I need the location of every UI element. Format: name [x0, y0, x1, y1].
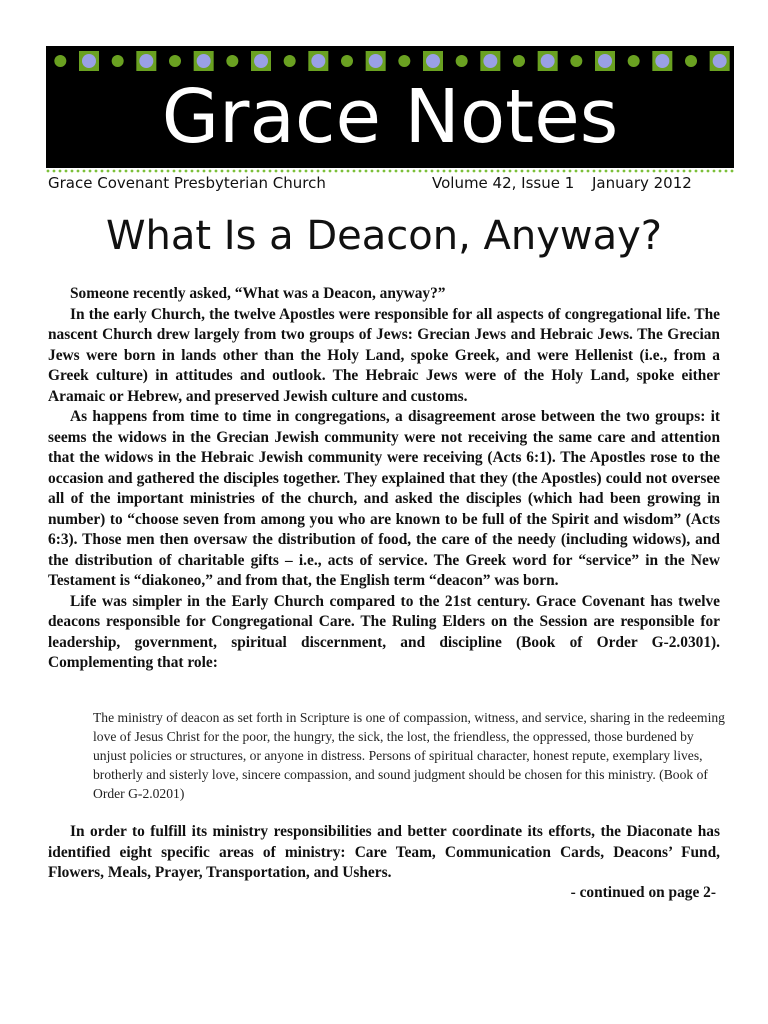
lavender-dot	[369, 54, 383, 68]
rule-dot	[53, 170, 56, 173]
rule-dot	[443, 170, 446, 173]
rule-dot	[533, 170, 536, 173]
masthead-title: Grace Notes	[161, 74, 619, 160]
block-quote: The ministry of deacon as set forth in Scripture is one of compassion, witness, and service, sharing in the redeeming love of Jesus Christ for the poor, the hungry, the sick, the lost, the friendless, the oppressed, those burdened by unjust policies or structures, or anyone in distress. Persons of spiritual character, honest repute, exemplary lives, brotherly and sisterly love, sincere compassion, and sound judgment should be chosen for this ministry. (Book of Order G-2.0201)	[93, 710, 725, 801]
rule-dot	[347, 170, 350, 173]
rule-dot	[269, 170, 272, 173]
rule-dot	[689, 170, 692, 173]
rule-dot	[461, 170, 464, 173]
rule-dot	[179, 170, 182, 173]
rule-dot	[503, 170, 506, 173]
issue-date: January 2012	[592, 174, 692, 192]
church-name: Grace Covenant Presbyterian Church	[48, 174, 326, 192]
rule-dot	[383, 170, 386, 173]
rule-dot	[155, 170, 158, 173]
green-dot	[513, 55, 525, 67]
rule-dot	[635, 170, 638, 173]
rule-dot	[251, 170, 254, 173]
rule-dot	[377, 170, 380, 173]
rule-dot	[659, 170, 662, 173]
rule-dot	[413, 170, 416, 173]
rule-dot	[725, 170, 728, 173]
rule-dot	[545, 170, 548, 173]
closing-paragraph-block	[48, 822, 720, 884]
rule-dot	[653, 170, 656, 173]
rule-dot	[125, 170, 128, 173]
continued-note: - continued on page 2-	[570, 884, 716, 901]
article-headline: What Is a Deacon, Anyway?	[105, 213, 663, 259]
green-dot	[226, 55, 238, 67]
rule-dot	[389, 170, 392, 173]
rule-dot	[365, 170, 368, 173]
rule-dot	[371, 170, 374, 173]
paragraph: Life was simpler in the Early Church compared to the 21st century. Grace Covenant has twelve deacons responsible for Congregational Care. The Ruling Elders on the Session are responsible for leadership, government, spiritual discernment, and discipline (Book of Order G-2.0301). Complementing that role:	[48, 592, 720, 671]
masthead-banner	[46, 46, 734, 168]
rule-dot	[191, 170, 194, 173]
paragraph: Someone recently asked, “What was a Deacon, anyway?”	[70, 285, 446, 302]
green-dot	[398, 55, 410, 67]
rule-dot	[467, 170, 470, 173]
rule-dot	[407, 170, 410, 173]
green-dot	[628, 55, 640, 67]
dotted-divider	[46, 161, 734, 167]
lavender-dot	[655, 54, 669, 68]
rule-dot	[257, 170, 260, 173]
rule-dot	[431, 170, 434, 173]
rule-dot	[65, 170, 68, 173]
rule-dot	[425, 170, 428, 173]
rule-dot	[305, 170, 308, 173]
rule-dot	[641, 170, 644, 173]
rule-dot	[551, 170, 554, 173]
lavender-dot	[598, 54, 612, 68]
rule-dot	[209, 170, 212, 173]
rule-dot	[683, 170, 686, 173]
rule-dot	[59, 170, 62, 173]
rule-dot	[203, 170, 206, 173]
rule-dot	[695, 170, 698, 173]
closing-paragraph: In order to fulfill its ministry responsibilities and better coordinate its efforts, the Diaconate has identified eight specific areas of ministry: Care Team, Communication Cards, Deacons’ Fund, Flowers, Meals, Prayer, Transportation, and Ushers.	[48, 823, 720, 881]
rule-dot	[419, 170, 422, 173]
green-dot	[685, 55, 697, 67]
rule-dot	[449, 170, 452, 173]
rule-dot	[497, 170, 500, 173]
rule-dot	[485, 170, 488, 173]
green-dot	[341, 55, 353, 67]
rule-dot	[287, 170, 290, 173]
rule-dot	[185, 170, 188, 173]
rule-dot	[479, 170, 482, 173]
rule-dot	[131, 170, 134, 173]
rule-dot	[593, 170, 596, 173]
rule-dot	[215, 170, 218, 173]
lavender-dot	[483, 54, 497, 68]
rule-dot	[299, 170, 302, 173]
rule-dot	[221, 170, 224, 173]
rule-dot	[401, 170, 404, 173]
rule-dot	[599, 170, 602, 173]
rule-dot	[665, 170, 668, 173]
rule-dot	[239, 170, 242, 173]
rule-dot	[473, 170, 476, 173]
rule-dot	[455, 170, 458, 173]
rule-dot	[515, 170, 518, 173]
rule-dot	[275, 170, 278, 173]
lavender-dot	[541, 54, 555, 68]
rule-dot	[731, 170, 734, 173]
rule-dot	[245, 170, 248, 173]
rule-dot	[137, 170, 140, 173]
rule-dot	[119, 170, 122, 173]
rule-dot	[677, 170, 680, 173]
green-dot	[456, 55, 468, 67]
rule-dot	[395, 170, 398, 173]
rule-dot	[353, 170, 356, 173]
lavender-dot	[426, 54, 440, 68]
rule-dot	[101, 170, 104, 173]
lavender-dot	[82, 54, 96, 68]
green-dot	[284, 55, 296, 67]
rule-dot	[359, 170, 362, 173]
rule-dot	[575, 170, 578, 173]
rule-dot	[173, 170, 176, 173]
lavender-dot	[713, 54, 727, 68]
rule-dot	[491, 170, 494, 173]
rule-dot	[311, 170, 314, 173]
rule-dot	[323, 170, 326, 173]
rule-dot	[707, 170, 710, 173]
lavender-dot	[139, 54, 153, 68]
rule-dot	[557, 170, 560, 173]
rule-dot	[83, 170, 86, 173]
rule-dot	[587, 170, 590, 173]
rule-dot	[341, 170, 344, 173]
rule-dot	[617, 170, 620, 173]
rule-dot	[563, 170, 566, 173]
rule-dot	[569, 170, 572, 173]
rule-dot	[509, 170, 512, 173]
rule-dot	[107, 170, 110, 173]
rule-dot	[89, 170, 92, 173]
green-dot	[570, 55, 582, 67]
rule-dot	[113, 170, 116, 173]
rule-dot	[77, 170, 80, 173]
rule-dot	[335, 170, 338, 173]
green-dot	[112, 55, 124, 67]
rule-dot	[317, 170, 320, 173]
rule-dot	[263, 170, 266, 173]
paragraph: As happens from time to time in congregations, a disagreement arose between the two groups: it seems the widows in the Grecian Jewish community were not receiving the same care and attention that the widows in the Hebraic Jewish community were receiving (Acts 6:1). The Apostles rose to the occasion and gathered the disciples together. They explained that they (the Apostles) could not oversee all of the important ministries of the church, and asked the disciples (which had been growing in number) to “choose seven from among you who are known to be full of the Spirit and wisdom” (Acts 6:3). Those men then oversaw the distribution of food, the care of the needy (including widows), and the distribution of charitable gifts – i.e., acts of service. The Greek word for “service” in the New Testament is “diakoneo,” and from that, the English term “deacon” was born.	[48, 408, 720, 589]
rule-dot	[581, 170, 584, 173]
rule-dot	[227, 170, 230, 173]
rule-dot	[647, 170, 650, 173]
rule-dot	[197, 170, 200, 173]
rule-dot	[671, 170, 674, 173]
rule-dot	[527, 170, 530, 173]
rule-dot	[71, 170, 74, 173]
green-dot	[169, 55, 181, 67]
rule-dot	[629, 170, 632, 173]
rule-dot	[713, 170, 716, 173]
rule-dot	[539, 170, 542, 173]
paragraph: In the early Church, the twelve Apostles were responsible for all aspects of congregational life. The nascent Church drew largely from two groups of Jews: Grecian Jews and Hebraic Jews. The Grecian Jews were born in lands other than the Holy Land, spoke Greek, and were Hellenist (i.e., from a Greek culture) in attitudes and outlook. The Hebraic Jews were of the Holy Land, spoke either Aramaic or Hebrew, and preserved Jewish culture and customs.	[48, 305, 720, 405]
rule-dot	[605, 170, 608, 173]
article-body	[48, 284, 720, 674]
lavender-dot	[254, 54, 268, 68]
rule-dot	[161, 170, 164, 173]
rule-dot	[233, 170, 236, 173]
rule-dot	[521, 170, 524, 173]
decorative-dot-border	[46, 50, 734, 72]
rule-dot	[623, 170, 626, 173]
rule-dot	[611, 170, 614, 173]
rule-dot	[329, 170, 332, 173]
rule-dot	[701, 170, 704, 173]
rule-dot	[95, 170, 98, 173]
lavender-dot	[311, 54, 325, 68]
rule-dot	[719, 170, 722, 173]
rule-dot	[293, 170, 296, 173]
rule-dot	[143, 170, 146, 173]
rule-dot	[167, 170, 170, 173]
rule-dot	[149, 170, 152, 173]
green-dot	[54, 55, 66, 67]
rule-dot	[437, 170, 440, 173]
volume-issue: Volume 42, Issue 1	[432, 174, 575, 192]
rule-dot	[281, 170, 284, 173]
lavender-dot	[197, 54, 211, 68]
rule-dot	[47, 170, 50, 173]
